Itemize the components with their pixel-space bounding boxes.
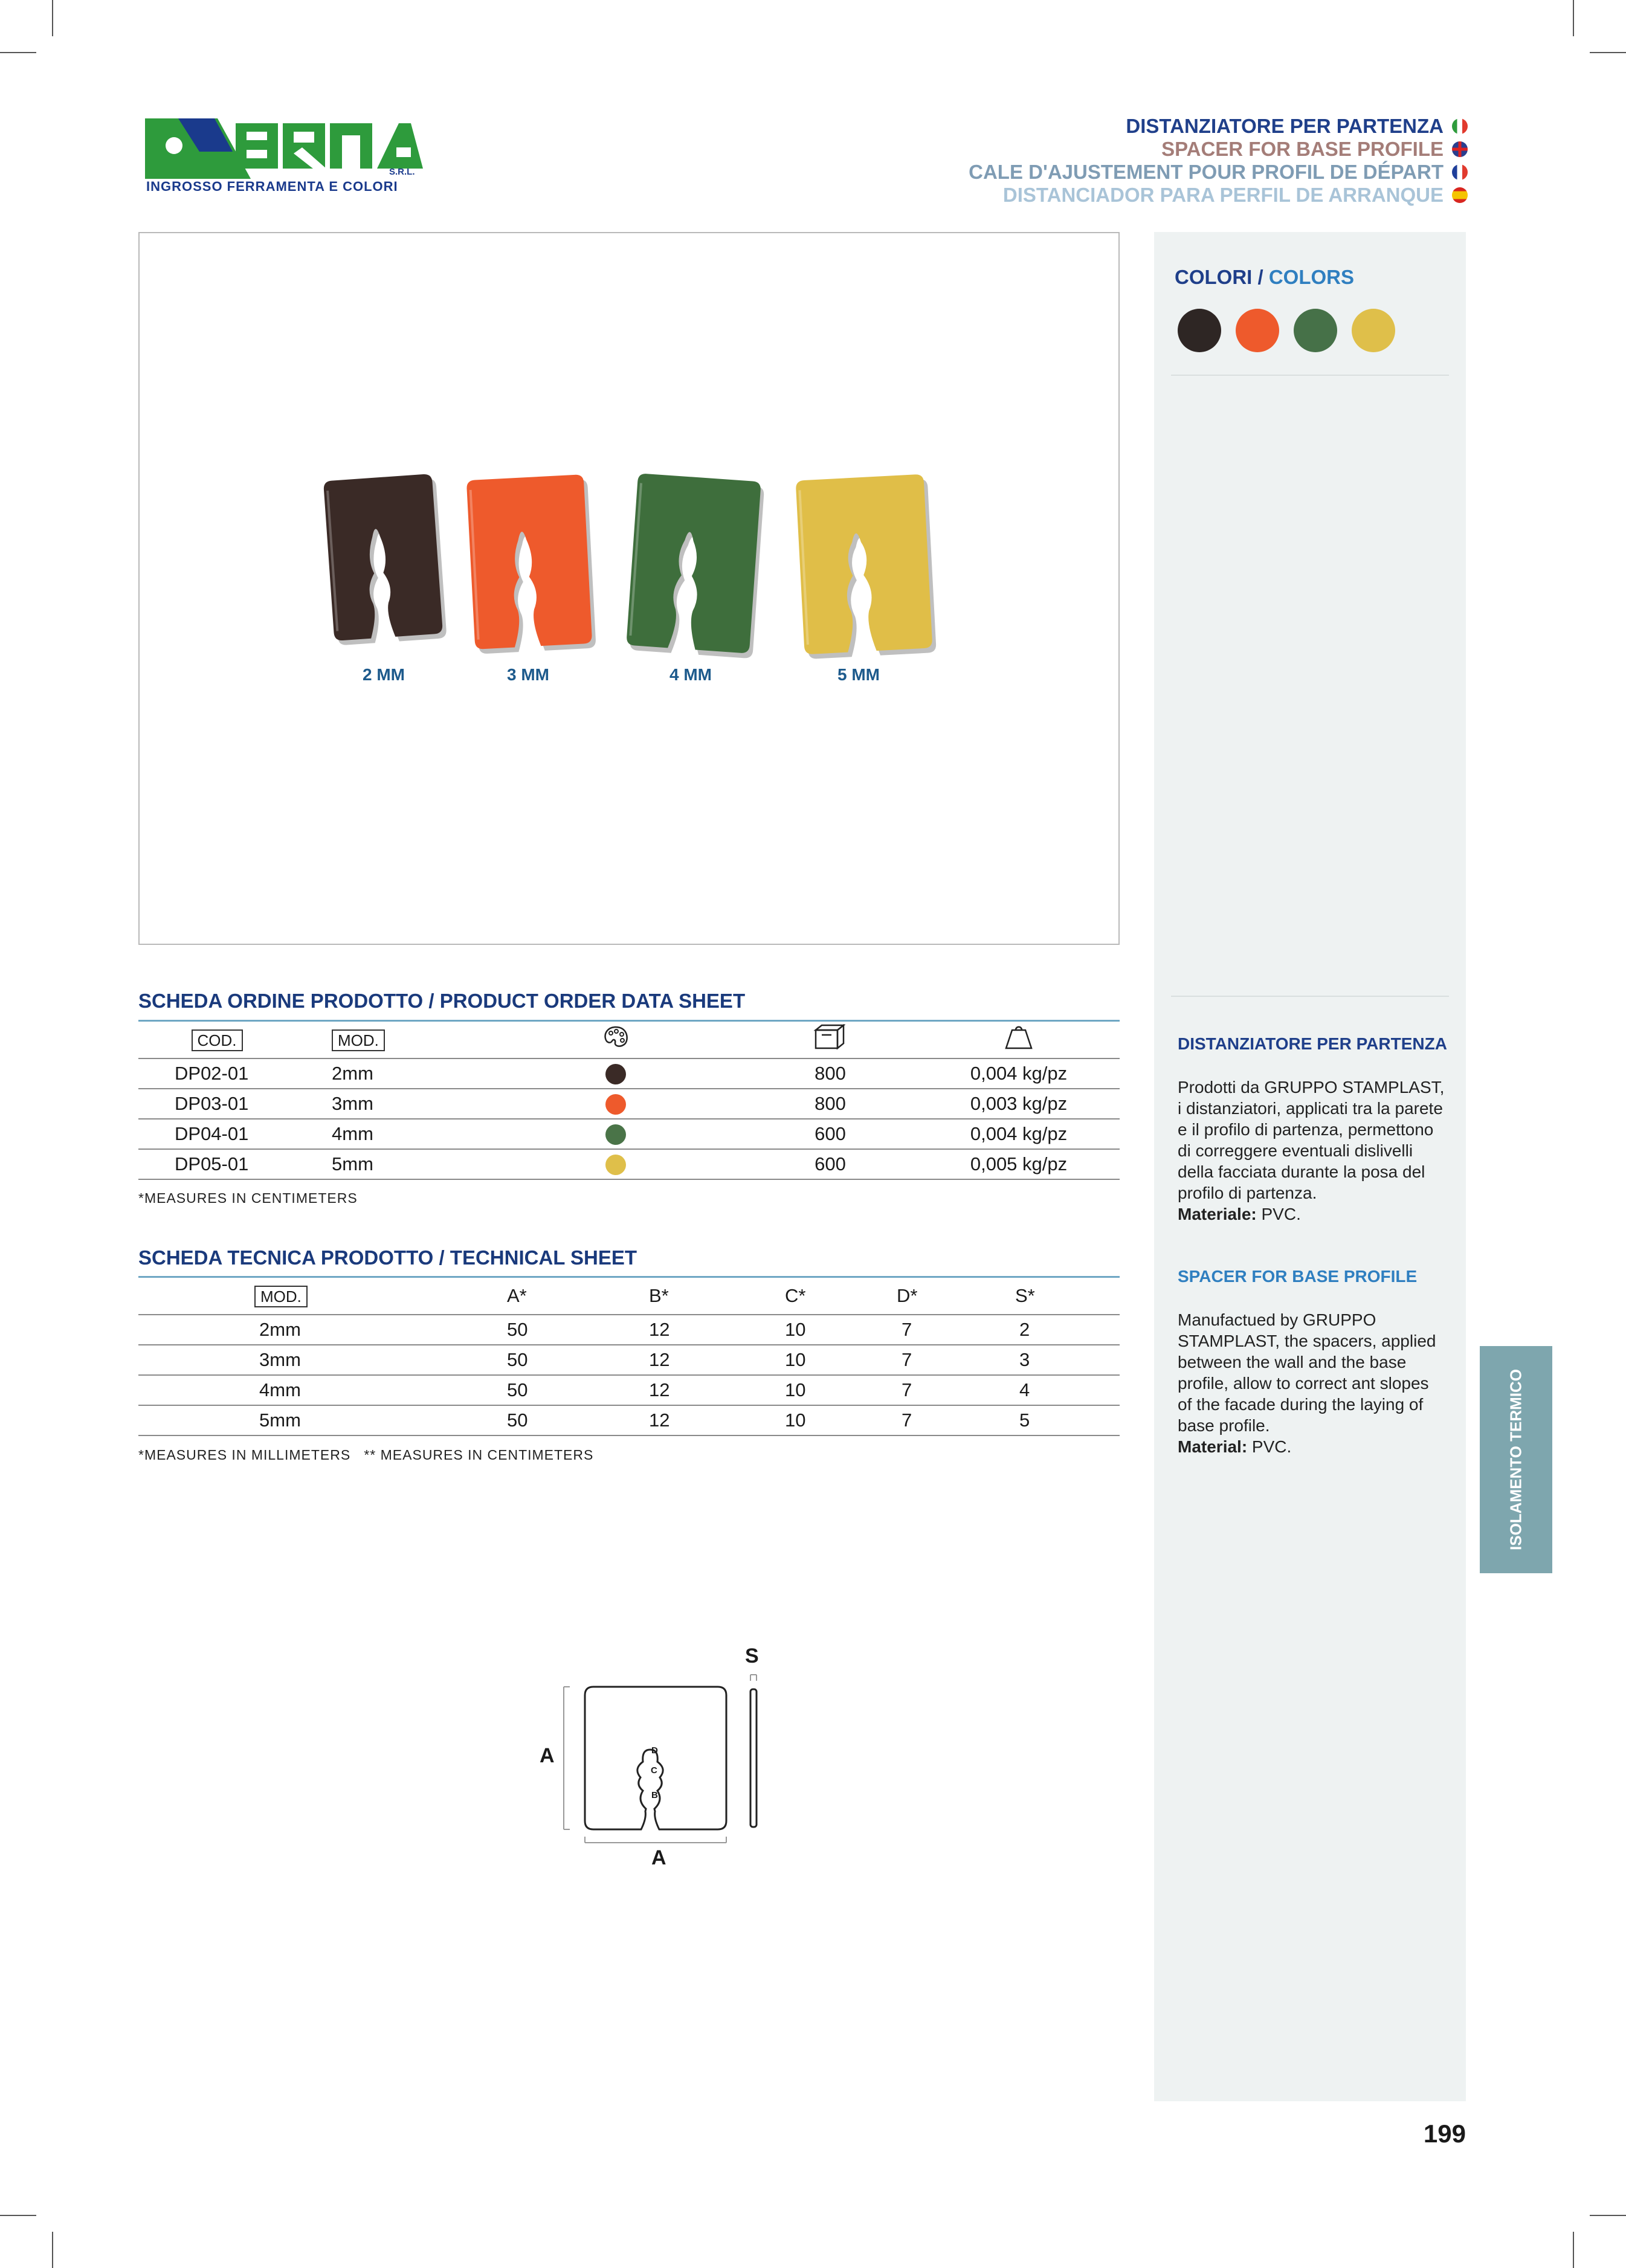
cell-a: 50 [419,1375,564,1405]
cell-qty: 600 [743,1119,918,1149]
page-number: 199 [1423,2119,1466,2148]
cell-d: 7 [836,1315,948,1345]
col-b-header: B* [564,1278,700,1315]
cell-d: 7 [836,1345,948,1375]
cell-c: 10 [700,1345,836,1375]
cell-cod: DP05-01 [138,1149,295,1179]
order-sheet-title: SCHEDA ORDINE PRODOTTO / PRODUCT ORDER DATA SHEET [138,990,746,1012]
cell-qty: 800 [743,1089,918,1119]
product-titles [969,115,1468,207]
title-italian [969,115,1468,138]
sidebar-en-title: SPACER FOR BASE PROFILE [1178,1267,1418,1286]
cell-a: 50 [419,1405,564,1435]
spacer-2mm [323,474,447,646]
cell-b: 12 [564,1375,700,1405]
title-spanish [969,184,1468,207]
france-flag-icon [1452,164,1468,180]
cell-mod: 4mm [295,1119,489,1149]
cell-cod: DP03-01 [138,1089,295,1119]
cell-d: 7 [836,1405,948,1435]
cell-mod: 2mm [138,1315,419,1345]
size-label-3mm: 3 MM [507,665,549,684]
dimension-a-left: A [540,1744,555,1767]
cell-s: 3 [948,1345,1120,1375]
color-dot-brown [605,1064,626,1084]
table-row [138,1315,1120,1345]
title-it-text: DISTANZIATORE PER PARTENZA [1126,115,1444,137]
cod-header: COD. [192,1029,243,1051]
table-row [138,1375,1120,1405]
dimension-c: C [651,1765,657,1776]
cell-cod: DP04-01 [138,1119,295,1149]
sidebar-it-text [1178,1077,1447,1225]
spacer-4mm [626,473,765,659]
section-tab-label: ISOLAMENTO TERMICO [1506,1369,1525,1550]
uk-flag-icon [1452,141,1468,157]
cell-d: 7 [836,1375,948,1405]
sidebar-it-material-label: Materiale: [1178,1205,1257,1223]
color-dot-orange [605,1094,626,1115]
cell-mod: 3mm [138,1345,419,1375]
cell-s: 5 [948,1405,1120,1435]
colors-title-it: COLORI [1175,266,1253,288]
dimension-a-bottom: A [651,1846,666,1869]
section-tab [1480,1346,1552,1573]
col-s-header: S* [948,1278,1120,1315]
italy-flag-icon [1452,118,1468,134]
cell-mod: 2mm [295,1058,489,1089]
sidebar-en-material-label: Material: [1178,1437,1248,1456]
sidebar-divider [1171,996,1449,997]
palette-icon [489,1022,743,1058]
dimension-s: S [745,1645,759,1667]
sidebar-en-text [1178,1309,1447,1457]
logo-tagline: INGROSSO FERRAMENTA E COLORI [146,179,398,194]
order-sheet-note: *MEASURES IN CENTIMETERS [138,1190,358,1206]
technical-drawing [532,1637,786,1879]
color-swatch-orange [1236,309,1279,352]
colors-title-en: COLORS [1268,266,1355,288]
cell-a: 50 [419,1315,564,1345]
weight-icon [918,1022,1120,1058]
table-row [138,1119,1120,1149]
cell-c: 10 [700,1405,836,1435]
mod-header: MOD. [254,1286,308,1307]
table-row [138,1345,1120,1375]
table-row [138,1089,1120,1119]
cell-mod: 5mm [138,1405,419,1435]
box-icon [743,1022,918,1058]
product-photo [140,233,1118,944]
cell-a: 50 [419,1345,564,1375]
cell-b: 12 [564,1405,700,1435]
spain-flag-icon [1452,187,1468,203]
cell-qty: 600 [743,1149,918,1179]
color-swatch-yellow [1352,309,1395,352]
color-swatch-brown [1178,309,1221,352]
title-es-text: DISTANCIADOR PARA PERFIL DE ARRANQUE [1002,184,1444,206]
cell-weight: 0,003 kg/pz [918,1089,1120,1119]
color-dot-yellow [605,1155,626,1175]
cell-mod: 4mm [138,1375,419,1405]
tech-sheet-note: *MEASURES IN MILLIMETERS ** MEASURES IN CENTIMETERS [138,1447,594,1463]
cell-weight: 0,004 kg/pz [918,1119,1120,1149]
size-label-2mm: 2 MM [363,665,405,684]
col-d-header: D* [836,1278,948,1315]
cell-cod: DP02-01 [138,1058,295,1089]
cell-s: 2 [948,1315,1120,1345]
title-english [969,138,1468,161]
size-label-5mm: 5 MM [837,665,880,684]
colors-title-sep: / [1252,266,1269,288]
dimension-b: B [651,1790,658,1800]
cell-b: 12 [564,1315,700,1345]
color-swatch-green [1294,309,1337,352]
sidebar-it-material-value: PVC. [1256,1205,1301,1223]
cell-s: 4 [948,1375,1120,1405]
cell-c: 10 [700,1315,836,1345]
colors-title [1175,266,1354,289]
cell-mod: 5mm [295,1149,489,1179]
size-label-4mm: 4 MM [669,665,712,684]
title-french [969,161,1468,184]
mod-header: MOD. [332,1029,385,1051]
tech-table-header [138,1278,1120,1315]
sidebar-it-description: Prodotti da GRUPPO STAMPLAST, i distanziatori, applicati tra la parete e il profilo di partenza, permettono di correggere eventuali dislivelli della facciata durante la posa del profilo di partenza. [1178,1078,1445,1202]
col-a-header: A* [419,1278,564,1315]
cell-weight: 0,004 kg/pz [918,1058,1120,1089]
tech-sheet-title: SCHEDA TECNICA PRODOTTO / TECHNICAL SHEET [138,1246,637,1269]
sidebar-en-description: Manufactued by GRUPPO STAMPLAST, the spacers, applied between the wall and the base profile, allow to correct ant slopes of the facade during the laying of base profile. [1178,1310,1436,1435]
title-fr-text: CALE D'AJUSTEMENT POUR PROFIL DE DÉPART [969,161,1444,183]
col-c-header: C* [700,1278,836,1315]
table-row [138,1058,1120,1089]
table-row [138,1149,1120,1179]
cell-c: 10 [700,1375,836,1405]
color-dot-green [605,1124,626,1145]
tech-table [138,1278,1120,1436]
cell-weight: 0,005 kg/pz [918,1149,1120,1179]
spacer-5mm [796,474,937,659]
title-en-text: SPACER FOR BASE PROFILE [1161,138,1444,160]
product-image-panel [138,232,1120,945]
logo-srl: S.R.L. [389,167,415,177]
sidebar-it-title: DISTANZIATORE PER PARTENZA [1178,1034,1447,1053]
cell-mod: 3mm [295,1089,489,1119]
sidebar-divider [1171,375,1449,376]
sidebar-en-material-value: PVC. [1247,1437,1292,1456]
order-table [138,1022,1120,1180]
table-row [138,1405,1120,1435]
dimension-d: D [651,1745,658,1756]
order-table-header [138,1022,1120,1058]
cell-qty: 800 [743,1058,918,1089]
cell-b: 12 [564,1345,700,1375]
spacer-3mm [466,474,596,654]
